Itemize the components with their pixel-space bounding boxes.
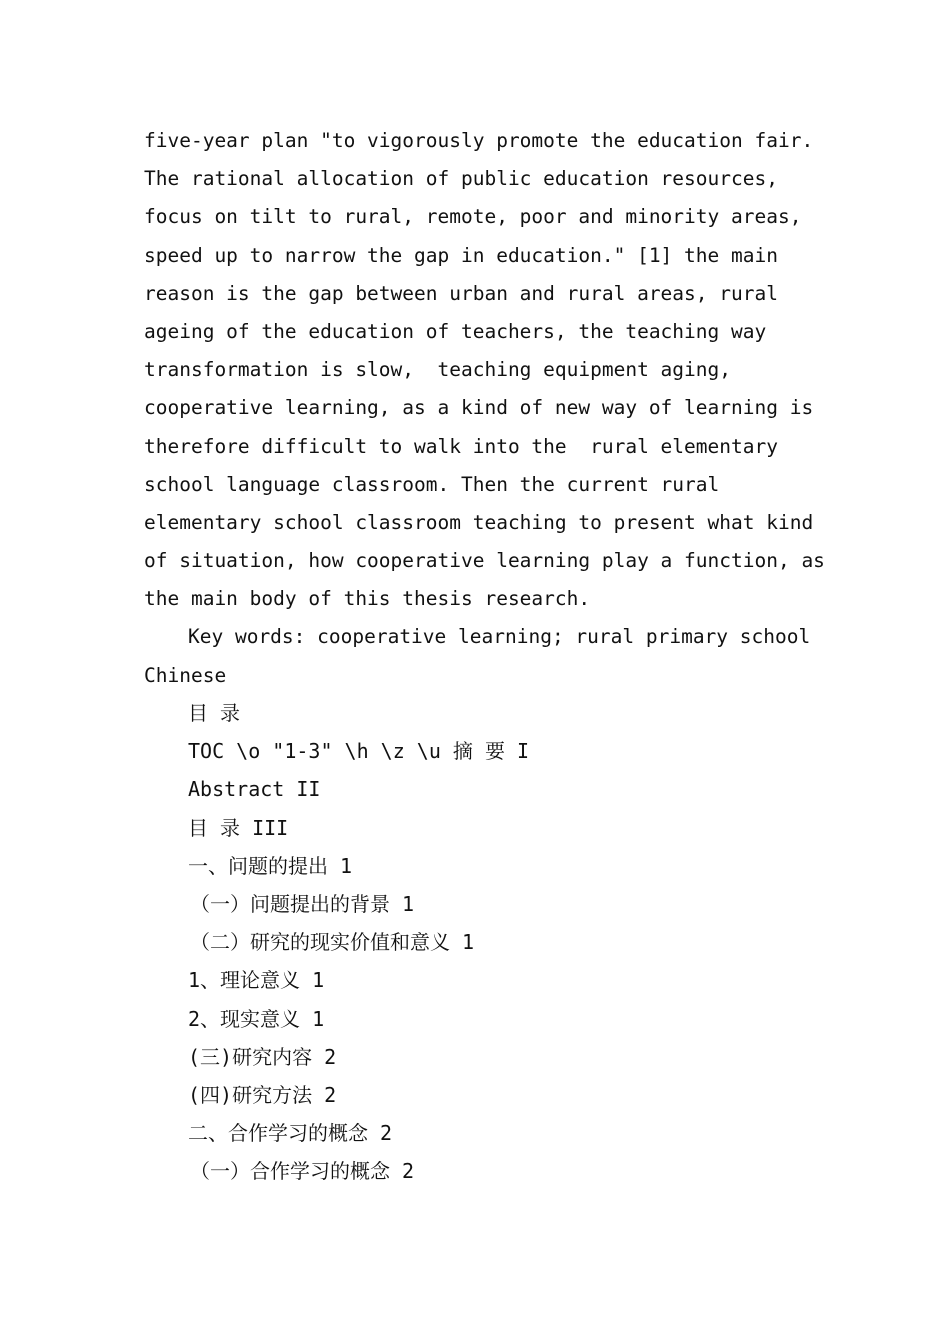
keywords-continuation: Chinese xyxy=(144,663,227,687)
abstract-line: speed up to narrow the gap in education." [1] the main xyxy=(144,243,778,267)
toc-field-code: TOC \o "1-3" \h \z \u 摘 要 I xyxy=(188,739,530,764)
toc-entry: （一）合作学习的概念 2 xyxy=(190,1159,415,1184)
abstract-line: focus on tilt to rural, remote, poor and minority areas, xyxy=(144,205,802,229)
abstract-line: therefore difficult to walk into the rural elementary xyxy=(144,434,778,458)
keywords-line: Key words: cooperative learning; rural primary school xyxy=(188,625,811,649)
abstract-line: cooperative learning, as a kind of new way of learning is xyxy=(144,396,814,420)
toc-heading: 目 录 xyxy=(188,701,241,725)
toc-entry: 一、问题的提出 1 xyxy=(188,853,353,878)
toc-entry: 二、合作学习的概念 2 xyxy=(188,1121,393,1146)
abstract-line: The rational allocation of public education resources, xyxy=(144,167,778,191)
abstract-line: school language classroom. Then the current rural xyxy=(144,472,720,496)
abstract-line: elementary school classroom teaching to present what kind xyxy=(144,510,814,534)
abstract-line: the main body of this thesis research. xyxy=(144,587,591,611)
abstract-body xyxy=(144,122,825,695)
abstract-line: five-year plan "to vigorously promote the education fair. xyxy=(144,129,814,152)
abstract-line: ageing of the education of teachers, the teaching way xyxy=(144,319,767,343)
abstract-line: transformation is slow, teaching equipment aging, xyxy=(144,358,731,382)
toc-entry: 1、理论意义 1 xyxy=(188,968,325,993)
toc-entry: 目 录 III xyxy=(188,815,289,840)
abstract-line: of situation, how cooperative learning play a function, as xyxy=(144,549,825,573)
toc-entry: (三)研究内容 2 xyxy=(188,1044,337,1069)
abstract-line: reason is the gap between urban and rural areas, rural xyxy=(144,281,778,305)
toc-entry: （二）研究的现实价值和意义 1 xyxy=(190,930,475,955)
table-of-contents xyxy=(188,694,808,1190)
toc-entry: (四)研究方法 2 xyxy=(188,1082,337,1107)
toc-entry: Abstract II xyxy=(188,777,321,802)
toc-entry: 2、现实意义 1 xyxy=(188,1006,325,1031)
toc-entry: （一）问题提出的背景 1 xyxy=(190,891,415,916)
